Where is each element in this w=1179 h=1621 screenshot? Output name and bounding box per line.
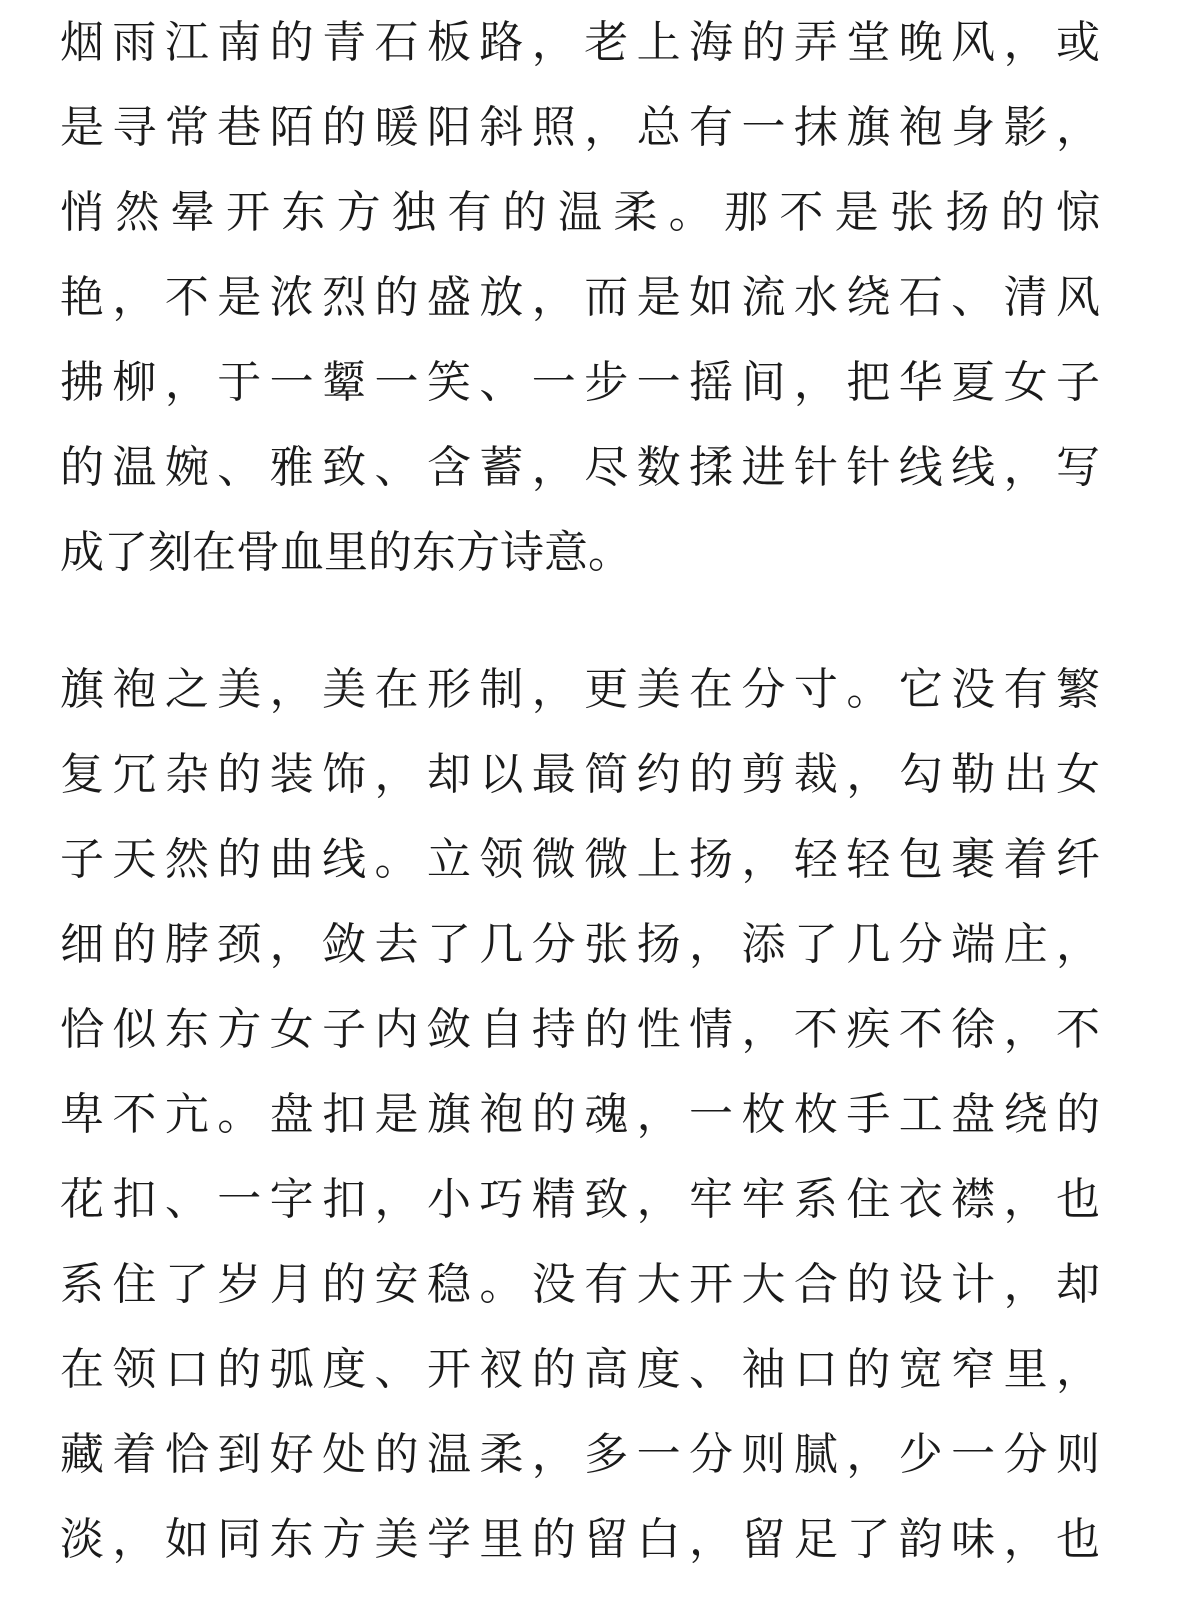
paragraph-2-line-9: 在领口的弧度、开衩的高度、袖口的宽窄里，: [60, 1344, 1100, 1395]
paragraph-1-line-7: 成了刻在骨血里的东方诗意。: [60, 527, 632, 578]
paragraph-2-line-7: 花扣、一字扣，小巧精致，牢牢系住衣襟，也: [60, 1174, 1100, 1225]
paragraph-2-line-4: 细的脖颈，敛去了几分张扬，添了几分端庄，: [60, 919, 1100, 970]
paragraph-2-line-8: 系住了岁月的安稳。没有大开大合的设计，却: [60, 1259, 1100, 1310]
paragraph-2-line-2: 复冗杂的装饰，却以最简约的剪裁，勾勒出女: [60, 749, 1100, 800]
paragraph-2-line-1: 旗袍之美，美在形制，更美在分寸。它没有繁: [60, 664, 1100, 715]
paragraph-2-line-10: 藏着恰到好处的温柔，多一分则腻，少一分则: [60, 1429, 1100, 1480]
paragraph-2-line-5: 恰似东方女子内敛自持的性情，不疾不徐，不: [60, 1004, 1100, 1055]
paragraph-2-line-3: 子天然的曲线。立领微微上扬，轻轻包裹着纤: [60, 834, 1100, 885]
paragraph-1-line-3: 悄然晕开东方独有的温柔。那不是张扬的惊: [60, 187, 1100, 238]
paragraph-1-line-5: 拂柳，于一颦一笑、一步一摇间，把华夏女子: [60, 357, 1100, 408]
paragraph-1-line-4: 艳，不是浓烈的盛放，而是如流水绕石、清风: [60, 272, 1100, 323]
paragraph-2-line-11: 淡，如同东方美学里的留白，留足了韵味，也: [60, 1514, 1100, 1565]
paragraph-1-line-6: 的温婉、雅致、含蓄，尽数揉进针针线线，写: [60, 442, 1100, 493]
paragraph-1-line-2: 是寻常巷陌的暖阳斜照，总有一抹旗袍身影，: [60, 102, 1100, 153]
paragraph-2-line-6: 卑不亢。盘扣是旗袍的魂，一枚枚手工盘绕的: [60, 1089, 1100, 1140]
paragraph-1-line-1: 烟雨江南的青石板路，老上海的弄堂晚风，或: [60, 17, 1100, 68]
